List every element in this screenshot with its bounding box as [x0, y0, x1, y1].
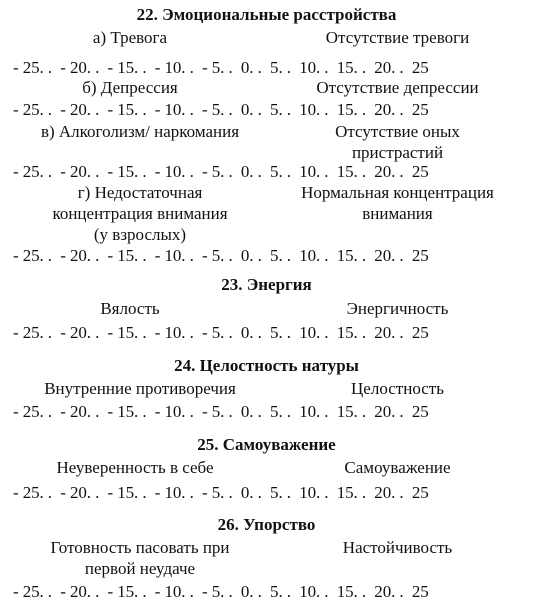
section-26-right-label: Настойчивость — [342, 538, 453, 557]
section-25-left-label: Неуверенность в себе — [56, 458, 214, 477]
section-25-heading: 25. Самоуважение — [197, 435, 336, 454]
section-22-addiction-right-label: Отсутствие оных пристрастий — [335, 122, 460, 162]
section-23-heading: 23. Энергия — [221, 275, 312, 294]
section-26-scale[interactable]: - 25. . - 20. . - 15. . - 10. . - 5. . 0. . 5. . 10. . 15. . 20. . 25 — [13, 582, 429, 601]
section-22-heading: 22. Эмоциональные расстройства — [136, 5, 397, 24]
section-22-attention-scale[interactable]: - 25. . - 20. . - 15. . - 10. . - 5. . 0. . 5. . 10. . 15. . 20. . 25 — [13, 246, 429, 265]
section-22-anxiety-scale[interactable]: - 25. . - 20. . - 15. . - 10. . - 5. . 0. . 5. . 10. . 15. . 20. . 25 — [13, 58, 429, 77]
section-22-depression-scale[interactable]: - 25. . - 20. . - 15. . - 10. . - 5. . 0. . 5. . 10. . 15. . 20. . 25 — [13, 100, 429, 119]
section-24-left-label: Внутренние противоречия — [44, 379, 236, 398]
section-25-scale[interactable]: - 25. . - 20. . - 15. . - 10. . - 5. . 0. . 5. . 10. . 15. . 20. . 25 — [13, 483, 429, 502]
section-22-attention-right-label: Нормальная концентрация внимания — [301, 183, 494, 223]
section-22-addiction-scale[interactable]: - 25. . - 20. . - 15. . - 10. . - 5. . 0. . 5. . 10. . 15. . 20. . 25 — [13, 162, 429, 181]
section-22-anxiety-left-label: а) Тревога — [92, 28, 168, 47]
section-24-heading: 24. Целостность натуры — [174, 356, 359, 375]
section-24-scale[interactable]: - 25. . - 20. . - 15. . - 10. . - 5. . 0. . 5. . 10. . 15. . 20. . 25 — [13, 402, 429, 421]
section-22-anxiety-right-label: Отсутствие тревоги — [325, 28, 470, 47]
section-26-heading: 26. Упорство — [217, 515, 316, 534]
section-25-right-label: Самоуважение — [344, 458, 451, 477]
section-23-scale[interactable]: - 25. . - 20. . - 15. . - 10. . - 5. . 0. . 5. . 10. . 15. . 20. . 25 — [13, 323, 429, 342]
section-23-right-label: Энергичность — [346, 299, 449, 318]
section-22-depression-right-label: Отсутствие депрессии — [316, 78, 479, 97]
section-26-left-label: Готовность пасовать при первой неудаче — [50, 538, 230, 578]
section-22-attention-left-label: г) Недостаточная концентрация внимания (у взрослых) — [52, 183, 228, 244]
section-23-left-label: Вялость — [100, 299, 160, 318]
section-22-addiction-left-label: в) Алкоголизм/ наркомания — [40, 122, 240, 141]
section-22-depression-left-label: б) Депрессия — [82, 78, 178, 97]
section-24-right-label: Целостность — [351, 379, 444, 398]
